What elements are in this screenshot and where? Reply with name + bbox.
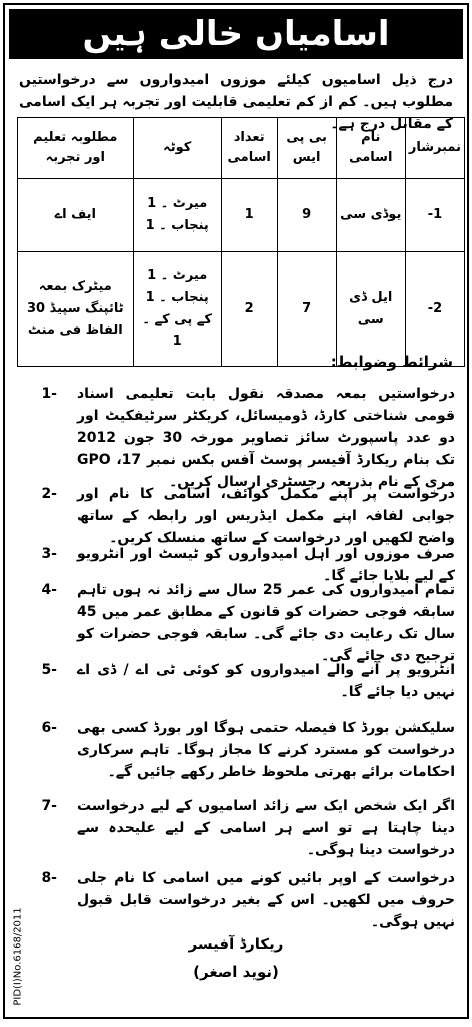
condition-text: درخواست کے اوپر بائیں کونے میں اسامی کا نام جلی حروف میں لکھیں۔ اس کے بغیر درخواست قابل قبول نہیں ہوگی۔ <box>77 870 455 930</box>
cell-bps: 9 <box>277 179 336 252</box>
condition-number: 7- <box>41 798 57 814</box>
condition-item <box>17 867 455 933</box>
condition-number: 4- <box>41 582 57 598</box>
col-qualification: مطلوبہ تعلیم اور تجربہ <box>18 118 134 179</box>
condition-number: 8- <box>41 870 57 886</box>
table-row <box>18 252 465 367</box>
cell-qualification: ایف اے <box>18 179 134 252</box>
condition-number: 6- <box>41 720 57 736</box>
cell-post-name: ایل ڈی سی <box>336 252 405 367</box>
signature-designation: ریکارڈ آفیسر <box>188 935 284 953</box>
condition-item <box>17 579 455 667</box>
cell-quota: میرٹ ۔ 1 پنجاب ۔ 1 <box>133 179 221 252</box>
condition-item <box>17 717 455 783</box>
table-row <box>18 179 465 252</box>
condition-number: 5- <box>41 662 57 678</box>
condition-item <box>17 795 455 861</box>
cell-count: 2 <box>221 252 277 367</box>
cell-post-name: یوڈی سی <box>336 179 405 252</box>
condition-text: صرف موزوں اور اہل امیدواروں کو ٹیسٹ اور انٹرویو کے لیے بلایا جائے گا۔ <box>77 546 455 584</box>
condition-number: 2- <box>41 486 57 502</box>
intro-text: درج ذیل اسامیوں کیلئے موزوں امیدواروں سے درخواستیں مطلوب ہیں۔ کم از کم تعلیمی قابلیت اور تجربہ ہر ایک اسامی کے مقابل درج ہے۔ <box>19 72 453 132</box>
conditions-title: شرائط وضوابط: <box>330 353 453 371</box>
condition-text: درخواستیں بمعہ مصدقہ نقول بابت تعلیمی اسناد قومی شناختی کارڈ، ڈومیسائل، کریکٹر سرٹیفکیٹ اور دو عدد پاسپورٹ سائز تصاویر مورخہ 30 جون 2012 تک بنام ریکارڈ آفیسر پوسٹ آفس بکس نمبر 17، GPO مری کے نام بذریعہ رجسٹری ارسال کریں۔ <box>77 386 455 490</box>
col-bps: بی پی ایس <box>277 118 336 179</box>
condition-item <box>17 383 455 493</box>
table-header-row <box>18 118 465 179</box>
cell-count: 1 <box>221 179 277 252</box>
condition-text: درخواست پر اپنے مکمل کوائف، اسامی کا نام اور جوابی لفافہ اپنے مکمل ایڈریس اور رابطہ کے ساتھ واضح لکھیں اور درخواست کے ساتھ منسلک کریں۔ <box>77 486 455 546</box>
condition-item <box>17 659 455 703</box>
advertisement <box>3 3 469 1019</box>
pid-number: PID(I)No.6168/2011 <box>12 907 24 1006</box>
col-quota: کوٹہ <box>133 118 221 179</box>
col-serial: نمبرشار <box>405 118 464 179</box>
condition-text: سلیکشن بورڈ کا فیصلہ حتمی ہوگا اور بورڈ کسی بھی درخواست کو مسترد کرنے کا مجاز ہوگا۔ تاہم سرکاری احکامات برائے بھرتی ملحوظ خاطر رکھے جائیں گے۔ <box>77 720 455 780</box>
condition-text: تمام امیدواروں کی عمر 25 سال سے زائد نہ ہوں تاہم سابقہ فوجی حضرات کو قانون کے مطابق عمر میں 45 سال تک رعایت دی جائے گی۔ سابقہ فوجی حضرات کو ترجیح دی جائے گی۔ <box>77 582 455 664</box>
condition-text: انٹرویو پر آنے والے امیدواروں کو کوئی ٹی اے / ڈی اے نہیں دیا جائے گا۔ <box>77 662 455 700</box>
cell-bps: 7 <box>277 252 336 367</box>
col-count: تعداد اسامی <box>221 118 277 179</box>
col-post-name: نام اسامی <box>336 118 405 179</box>
page-title: اسامیاں خالی ہیں <box>9 9 463 59</box>
vacancy-table <box>17 117 465 367</box>
cell-serial: -1 <box>405 179 464 252</box>
cell-serial: -2 <box>405 252 464 367</box>
signature-name: (نوید اصغر) <box>193 963 279 981</box>
condition-number: 3- <box>41 546 57 562</box>
condition-number: 1- <box>41 386 57 402</box>
cell-qualification: میٹرک بمعہ ٹائپنگ سپیڈ 30 الفاظ فی منٹ <box>18 252 134 367</box>
condition-item <box>17 483 455 549</box>
cell-quota: میرٹ ۔ 1 پنجاب ۔ 1 کے پی کے ۔ 1 <box>133 252 221 367</box>
condition-text: اگر ایک شخص ایک سے زائد اسامیوں کے لیے درخواست دینا چاہتا ہے تو اسے ہر اسامی کے لیے علیحدہ سے درخواست دینا ہوگی۔ <box>77 798 455 858</box>
